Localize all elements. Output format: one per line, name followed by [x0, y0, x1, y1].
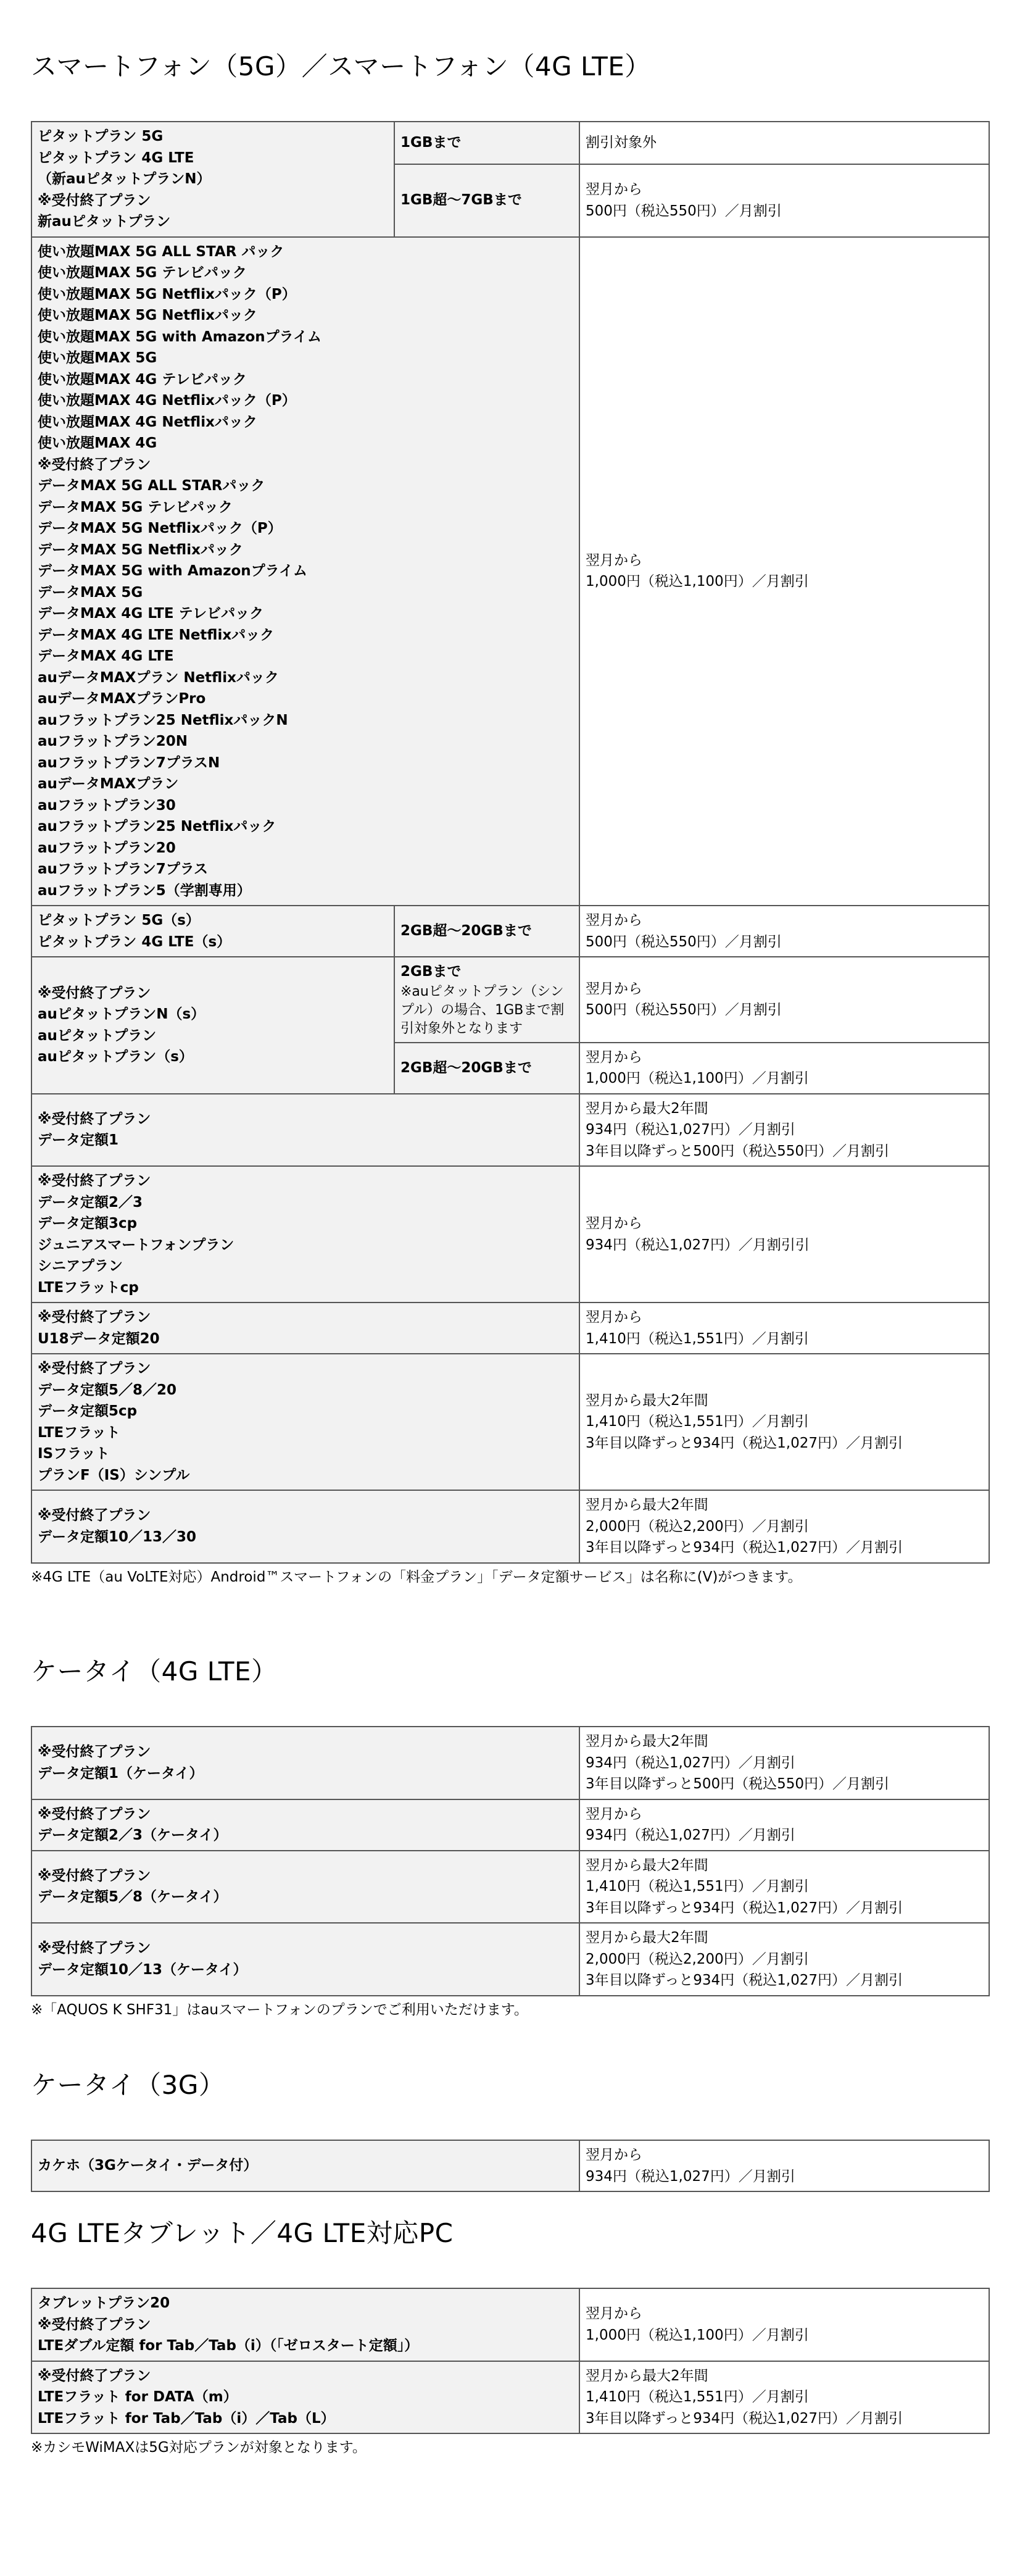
table-row	[31, 1303, 989, 1354]
plan-name-cell	[31, 906, 394, 957]
cell-text: ※受付終了プラン データ定額10／13（ケータイ）	[38, 1940, 247, 1978]
discount-cell	[579, 2288, 989, 2361]
discount-cell	[579, 1799, 989, 1851]
plan-name-cell	[31, 1727, 579, 1799]
cell-text: 翌月から最大2年間 1,410円（税込1,551円）／月割引 3年目以降ずっと934円（税込1,027円）／月割引	[586, 2367, 903, 2427]
plan-table	[31, 2288, 990, 2434]
data-cap-cell	[394, 906, 579, 957]
data-cap-cell	[394, 1043, 579, 1094]
cell-text: 翌月から 934円（税込1,027円）／月割引	[586, 2147, 795, 2185]
cell-text: 翌月から 500円（税込550円）／月割引	[586, 980, 782, 1019]
cell-text: ※受付終了プラン auピタットプランN（s） auピタットプラン auピタットプラン（s）	[38, 985, 205, 1065]
table-row	[31, 906, 989, 957]
discount-cell	[579, 1851, 989, 1924]
cell-text: ※受付終了プラン U18データ定額20	[38, 1309, 160, 1347]
plan-name-cell	[31, 1851, 579, 1924]
table-row	[31, 2140, 989, 2191]
footnote: ※「AQUOS K SHF31」はauスマートフォンのプランでご利用いただけます。	[31, 2001, 528, 2018]
plan-name-cell	[31, 2288, 579, 2361]
plan-name-cell	[31, 957, 394, 1094]
discount-cell	[579, 1094, 989, 1167]
table-row	[31, 1727, 989, 1799]
plan-name-cell	[31, 1799, 579, 1851]
data-cap-cell	[394, 122, 579, 164]
plan-name-cell	[31, 1094, 579, 1167]
discount-cell	[579, 1354, 989, 1490]
discount-cell	[579, 1727, 989, 1799]
table-row	[31, 957, 989, 1043]
cell-text: 1GB超〜7GBまで	[400, 192, 522, 209]
plan-name-cell	[31, 1923, 579, 1996]
section-title: ケータイ（4G LTE）	[31, 1656, 278, 1686]
table-row	[31, 1354, 989, 1490]
cell-text: 翌月から最大2年間 934円（税込1,027円）／月割引 3年目以降ずっと500円（税込550円）／月割引	[586, 1100, 890, 1159]
cell-text: 翌月から最大2年間 2,000円（税込2,200円）／月割引 3年目以降ずっと934円（税込1,027円）／月割引	[586, 1930, 903, 1988]
cell-text: ※受付終了プラン LTEフラット for DATA（m） LTEフラット for Tab／Tab（i）／Tab（L）	[38, 2367, 335, 2427]
cell-text: ※受付終了プラン データ定額5／8／20 データ定額5cp LTEフラット ISフラット プランF（IS）シンプル	[38, 1361, 190, 1483]
table-row	[31, 237, 989, 906]
cell-text: 2GBまで	[400, 964, 462, 980]
plan-name-cell	[31, 237, 579, 906]
cell-text: ※受付終了プラン データ定額2／3（ケータイ）	[38, 1806, 228, 1843]
plan-name-cell	[31, 1354, 579, 1490]
plan-name-cell	[31, 1490, 579, 1563]
discount-cell	[579, 906, 989, 957]
discount-cell	[579, 1166, 989, 1303]
table-row	[31, 1923, 989, 1996]
discount-cell	[579, 957, 989, 1043]
discount-cell	[579, 1490, 989, 1563]
cell-text: 1GBまで	[400, 135, 462, 151]
plan-name-cell	[31, 1303, 579, 1354]
cell-text: 翌月から 500円（税込550円）／月割引	[586, 181, 782, 219]
plan-table	[31, 1726, 990, 1996]
table-row	[31, 1490, 989, 1563]
section-title: 4G LTEタブレット／4G LTE対応PC	[31, 2218, 454, 2248]
table-row	[31, 1166, 989, 1303]
cell-text: 翌月から最大2年間 1,410円（税込1,551円）／月割引 3年目以降ずっと934円（税込1,027円）／月割引	[586, 1857, 903, 1916]
discount-cell	[579, 2140, 989, 2191]
plan-name-cell	[31, 1166, 579, 1303]
discount-cell	[579, 122, 989, 164]
cell-text: タブレットプラン20 ※受付終了プラン LTEダブル定額 for Tab／Tab（i）（「ゼロスタート定額」）	[38, 2295, 419, 2354]
cell-text: 翌月から 1,410円（税込1,551円）／月割引	[586, 1309, 809, 1347]
cell-text: 翌月から 934円（税込1,027円）／月割引	[586, 1806, 795, 1843]
footnote: ※4G LTE（au VoLTE対応）Android™スマートフォンの「料金プラン」「データ定額サービス」は名称に(V)がつきます。	[31, 1569, 802, 1585]
cell-text: ※受付終了プラン データ定額1	[38, 1111, 151, 1149]
cell-subnote: ※auピタットプラン（シンプル）の場合、1GBまで割引対象外となります	[400, 983, 565, 1036]
discount-cell	[579, 164, 989, 237]
footnote: ※カシモWiMAXは5G対応プランが対象となります。	[31, 2440, 367, 2456]
cell-text: 翌月から 1,000円（税込1,100円）／月割引	[586, 2306, 809, 2343]
data-cap-cell	[394, 164, 579, 237]
section-0	[31, 49, 989, 1587]
plan-name-cell	[31, 2361, 579, 2434]
cell-text: 翌月から 1,000円（税込1,100円）／月割引	[586, 552, 809, 590]
section-title: ケータイ（3G）	[31, 2070, 225, 2100]
section-1	[31, 1654, 989, 2020]
cell-text: ピタットプラン 5G（s） ピタットプラン 4G LTE（s）	[38, 912, 231, 950]
cell-text: カケホ（3Gケータイ・データ付）	[38, 2157, 258, 2174]
discount-cell	[579, 237, 989, 906]
plan-table	[31, 2140, 990, 2192]
cell-text: 2GB超〜20GBまで	[400, 923, 532, 940]
cell-text: 翌月から 934円（税込1,027円）／月割引引	[586, 1215, 810, 1253]
cell-text: 翌月から最大2年間 2,000円（税込2,200円）／月割引 3年目以降ずっと934円（税込1,027円）／月割引	[586, 1497, 903, 1556]
plan-table	[31, 121, 990, 1564]
cell-text: 翌月から最大2年間 934円（税込1,027円）／月割引 3年目以降ずっと500円（税込550円）／月割引	[586, 1733, 890, 1792]
cell-text: ※受付終了プラン データ定額10／13／30	[38, 1507, 197, 1545]
cell-text: 翌月から 1,000円（税込1,100円）／月割引	[586, 1049, 809, 1086]
section-2	[31, 2068, 989, 2192]
section-3	[31, 2216, 989, 2457]
discount-cell	[579, 2361, 989, 2434]
cell-text: ピタットプラン 5G ピタットプラン 4G LTE （新auピタットプランN） ※受付終了プラン 新auピタットプラン	[38, 128, 211, 230]
cell-text: ※受付終了プラン データ定額5／8（ケータイ）	[38, 1867, 228, 1906]
plan-name-cell	[31, 2140, 579, 2191]
data-cap-cell	[394, 957, 579, 1043]
cell-text: 翌月から 500円（税込550円）／月割引	[586, 912, 782, 950]
table-row	[31, 1094, 989, 1167]
cell-text: ※受付終了プラン データ定額2／3 データ定額3cp ジュニアスマートフォンプラン シニアプラン LTEフラットcp	[38, 1173, 234, 1296]
cell-text: 使い放題MAX 5G ALL STAR パック 使い放題MAX 5G テレビパック 使い放題MAX 5G Netflixパック（P） 使い放題MAX 5G Netflixパック 使い放題MAX 5G with Amazonプライム 使い放題MAX 5G 使い放題MAX 4G テレビパック 使い放題MAX 4G Netflixパック（P） 使い放題MAX 4G Netflixパック 使い放題MAX 4G ※受付終了プラン データMAX 5G ALL STARパック データMAX 5G テレビパック データMAX 5G Netflixパック（P） データMAX 5G Netflixパック データMAX 5G with Amazonプライム データMAX 5G データMAX 4G LTE テレビパック データMAX 4G LTE Netflixパック データMAX 4G LTE auデータMAXプラン Netflixパック auデータMAXプランPro auフラットプラン25 NetflixパックN auフラットプラン20N auフラットプラン7プラスN auデータMAXプラン auフラットプラン30 auフラットプラン25 Netflixパック auフラットプラン20 auフラットプラン7プラス auフラットプラン5（学割専用）	[38, 243, 321, 899]
table-row	[31, 122, 989, 164]
section-title: スマートフォン（5G）／スマートフォン（4G LTE）	[31, 51, 651, 81]
cell-text: 翌月から最大2年間 1,410円（税込1,551円）／月割引 3年目以降ずっと934円（税込1,027円）／月割引	[586, 1392, 903, 1451]
table-row	[31, 1799, 989, 1851]
discount-cell	[579, 1923, 989, 1996]
cell-text: 2GB超〜20GBまで	[400, 1059, 532, 1076]
discount-cell	[579, 1043, 989, 1094]
table-row	[31, 2361, 989, 2434]
discount-cell	[579, 1303, 989, 1354]
table-row	[31, 1851, 989, 1924]
plan-name-cell	[31, 122, 394, 237]
cell-text: 割引対象外	[586, 135, 657, 151]
cell-text: ※受付終了プラン データ定額1（ケータイ）	[38, 1744, 204, 1782]
table-row	[31, 2288, 989, 2361]
